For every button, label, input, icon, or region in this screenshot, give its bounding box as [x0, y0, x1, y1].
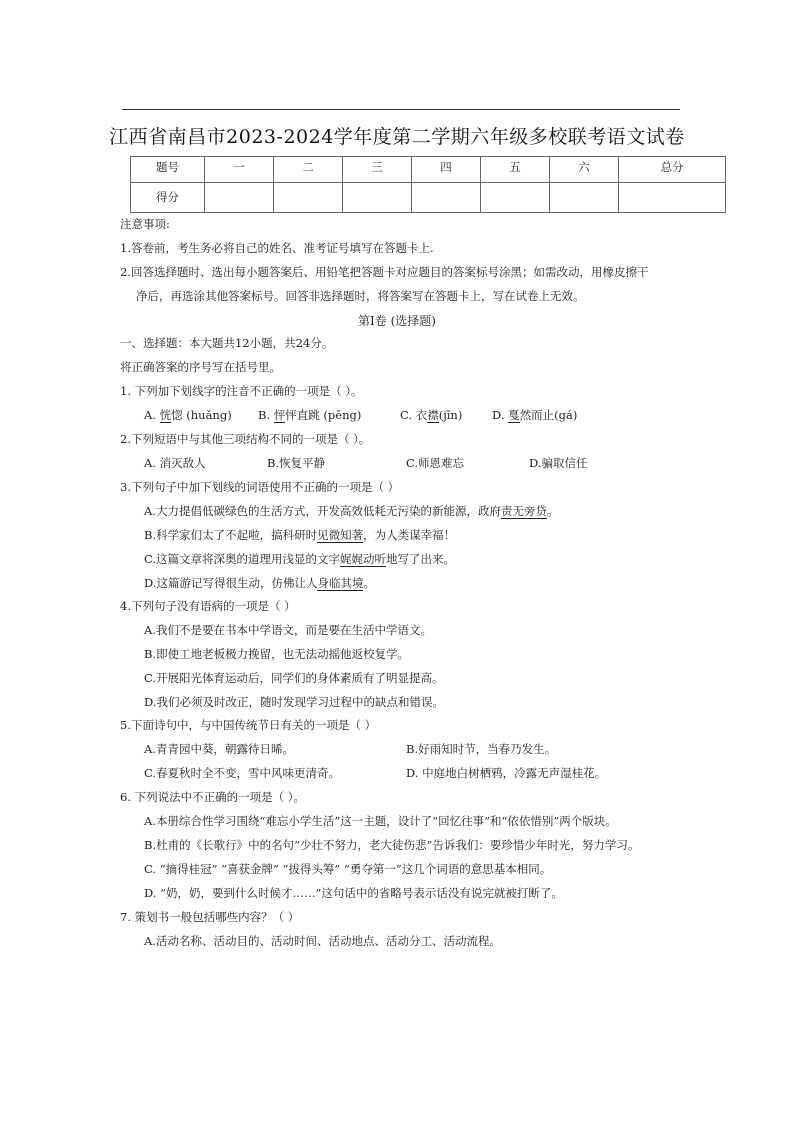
header-rule	[122, 109, 680, 110]
q3-option-b	[144, 527, 455, 543]
q1-c-post: (jīn)	[438, 408, 463, 422]
q4-option-d: D.我们必须及时改正，随时发现学习过程中的缺点和错误。	[144, 695, 444, 709]
q1-b-underlined: 怦	[273, 408, 286, 422]
q3-a-post: 。	[546, 504, 559, 518]
q1-option-b	[258, 407, 361, 423]
q5-option-d: D. 中庭地白树栖鸦，冷露无声湿桂花。	[406, 766, 607, 780]
score-cell	[343, 183, 412, 213]
q6-option-a: A.本册综合性学习围绕“难忘小学生活”这一主题，设计了“回忆往事”和“依依惜别”两个版块。	[144, 814, 617, 828]
q1-b-pre: B.	[258, 408, 274, 422]
score-header-cell: 六	[550, 157, 619, 183]
q4-option-a: A.我们不是要在书本中学语文，而是要在生活中学语文。	[144, 623, 432, 637]
q5-option-b: B.好雨知时节，当春乃发生。	[406, 742, 557, 756]
part1-heading: 一、选择题：本大题共12小题，共24分。	[120, 336, 334, 350]
q1-option-a	[144, 407, 232, 423]
part1-instruction: 将正确答案的序号写在括号里。	[120, 360, 281, 374]
q3-option-c	[144, 551, 455, 567]
q3-d-underlined: 身临其境	[317, 576, 364, 590]
q1-a-post: 惚 (huǎng)	[171, 408, 232, 422]
q3-c-post: 地写了出来。	[386, 552, 456, 566]
score-header-cell: 四	[412, 157, 481, 183]
q1-d-underlined: 戛	[508, 408, 520, 422]
q3-a-pre: A.大力提倡低碳绿色的生活方式，开发高效低耗无污染的新能源，政府	[144, 504, 501, 518]
score-row-label: 得分	[131, 183, 205, 213]
note-2-line-2: 净后，再选涂其他答案标号。回答非选择题时，将答案写在答题卡上，写在试卷上无效。	[136, 289, 585, 303]
q1-stem: 1. 下列加下划线字的注音不正确的一项是（ ）。	[120, 384, 363, 398]
score-cell	[550, 183, 619, 213]
q3-c-pre: C.这篇文章将深奥的道理用浅显的文字	[144, 552, 341, 566]
q6-stem: 6. 下列说法中不正确的一项是（ ）。	[120, 790, 306, 804]
score-header-cell: 三	[343, 157, 412, 183]
notes-heading: 注意事项:	[120, 217, 170, 231]
q5-stem: 5.下面诗句中，与中国传统节日有关的一项是（ ）	[120, 718, 377, 732]
score-table-score-row	[131, 183, 726, 213]
q6-option-c: C. “摘得桂冠” “喜获金牌” “拔得头筹” “勇夺第一”这几个词语的意思基本相同。	[144, 862, 552, 876]
score-header-cell: 五	[481, 157, 550, 183]
q5-option-a: A.青青园中葵，朝露待日晞。	[144, 742, 294, 756]
score-cell	[619, 183, 726, 213]
score-cell	[412, 183, 481, 213]
q6-option-b: B.杜甫的《长歌行》中的名句“少壮不努力，老大徒伤悲”告诉我们：要珍惜少年时光，努力学习。	[144, 838, 640, 852]
section-title: 第Ⅰ卷 (选择题)	[358, 314, 436, 328]
q1-d-post: 然而止(gá)	[519, 408, 578, 422]
exam-title: 江西省南昌市2023-2024学年度第二学期六年级多校联考语文试卷	[109, 126, 685, 148]
q5-option-c: C.春夏秋时全不变，雪中风味更清奇。	[144, 766, 341, 780]
q4-option-b: B.即使工地老板极力挽留，也无法动摇他返校复学。	[144, 647, 410, 661]
q2-stem: 2.下列短语中与其他三项结构不同的一项是（ ）。	[120, 432, 371, 446]
q2-option-d: D.骗取信任	[529, 456, 588, 470]
q1-a-pre: A.	[144, 408, 160, 422]
score-header-cell: 题号	[131, 157, 205, 183]
q7-stem: 7. 策划书一般包括哪些内容？（ ）	[120, 910, 300, 924]
q2-option-c: C.师恩难忘	[406, 456, 465, 470]
q2-option-b: B.恢复平静	[267, 456, 326, 470]
q1-option-d	[492, 407, 577, 423]
note-2-line-1: 2.回答选择题时、选出每小题答案后、用铅笔把答题卡对应题目的答案标号涂黑；如需改动，用橡皮擦干	[120, 265, 649, 279]
q1-c-pre: C. 衣	[400, 408, 428, 422]
score-cell	[205, 183, 274, 213]
q2-option-a: A. 消灭敌人	[144, 456, 206, 470]
q3-option-a	[144, 503, 558, 519]
score-table-header-row	[131, 157, 726, 183]
score-header-cell: 二	[274, 157, 343, 183]
q4-stem: 4.下列句子没有语病的一项是（ ）	[120, 599, 296, 613]
q3-option-d	[144, 575, 375, 591]
q1-b-post: 怦直跳 (pēng)	[285, 408, 362, 422]
note-1: 1.答卷前，考生务必将自己的姓名、准考证号填写在答题卡上.	[120, 241, 434, 255]
q4-option-c: C.开展阳光体育运动后，同学们的身体素质有了明显提高。	[144, 671, 444, 685]
q1-c-underlined: 襟	[427, 408, 439, 422]
score-cell	[481, 183, 550, 213]
q7-option-a: A.活动名称、活动目的、活动时间、活动地点、活动分工、活动流程。	[144, 934, 501, 948]
q3-a-underlined: 责无旁贷	[500, 504, 547, 518]
q3-d-post: 。	[363, 576, 375, 590]
q3-c-underlined: 娓娓动听	[340, 552, 387, 566]
q3-b-pre: B.科学家们太了不起啦，搞科研时	[144, 528, 318, 542]
q3-stem: 3.下列句子中加下划线的词语使用不正确的一项是（ ）	[120, 480, 400, 494]
q3-b-post: ，为人类谋幸福！	[363, 528, 456, 542]
score-table	[130, 156, 726, 213]
q1-option-c	[400, 407, 462, 423]
q6-option-d: D. “奶，奶，要到什么时候才……”这句话中的省略号表示话没有说完就被打断了。	[144, 886, 563, 900]
q1-d-pre: D.	[492, 408, 509, 422]
score-header-cell: 一	[205, 157, 274, 183]
score-cell	[274, 183, 343, 213]
q1-a-underlined: 恍	[159, 408, 172, 422]
q3-d-pre: D.这篇游记写得很生动，仿佛让人	[144, 576, 318, 590]
score-header-cell: 总分	[619, 157, 726, 183]
q3-b-underlined: 见微知著	[317, 528, 364, 542]
